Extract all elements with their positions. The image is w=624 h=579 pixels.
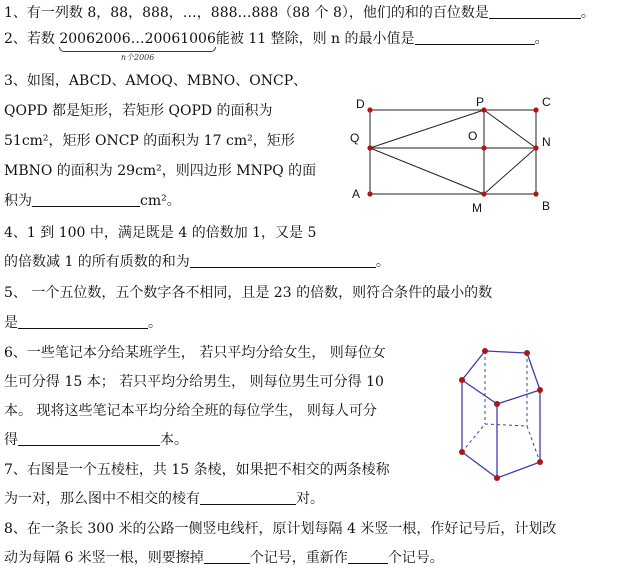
- line-pn: [484, 110, 536, 148]
- point-m: [481, 191, 486, 196]
- q5-answer-blank[interactable]: [18, 314, 148, 329]
- q1-end: 。: [580, 5, 595, 21]
- q3-text: 积为: [4, 193, 32, 209]
- q8-text-a: 动为每隔 6 米竖一根，则要擦掉: [4, 550, 204, 566]
- q1-answer-blank[interactable]: [489, 4, 581, 19]
- vertex-1: [482, 348, 488, 354]
- q6-line-1: 6、一些笔记本分给某班学生， 若只平均分给女生， 则每位女: [4, 345, 386, 361]
- line-nm: [484, 148, 536, 194]
- vertex-4: [494, 401, 500, 407]
- edge-top-5: [462, 351, 485, 380]
- line-qp: [370, 110, 484, 148]
- label-b: B: [542, 199, 551, 213]
- label-a: A: [352, 187, 361, 201]
- point-b: [533, 191, 538, 196]
- q1-text: 1、有一列数 8，88，888，…，888…888（88 个 8），他们的和的百位数是: [4, 5, 489, 21]
- q3-line-2: QOPD 都是矩形，若矩形 QOPD 的面积为: [4, 103, 273, 119]
- q8-answer-blank-2[interactable]: [348, 549, 388, 564]
- pentagonal-prism-figure: [448, 342, 568, 492]
- q7-line-1: 7、右图是一个五棱柱，共 15 条棱，如果把不相交的两条棱称: [4, 462, 390, 478]
- point-n: [533, 145, 538, 150]
- edge-top-2: [527, 353, 540, 390]
- point-q: [367, 145, 372, 150]
- point-o: [481, 145, 486, 150]
- q8-line-2: [4, 549, 444, 567]
- q7-answer-blank[interactable]: [200, 490, 296, 505]
- label-o: O: [468, 129, 478, 143]
- q3-unit: cm²。: [140, 193, 181, 209]
- vertex-3: [537, 387, 543, 393]
- label-p: P: [476, 95, 485, 109]
- vertex-5: [459, 377, 465, 383]
- line-mq: [370, 148, 484, 194]
- rectangle-figure: [340, 94, 600, 214]
- label-n: N: [542, 135, 551, 149]
- q5-line-2: [4, 314, 162, 332]
- q7-text: 为一对，那么图中不相交的棱有: [4, 491, 200, 507]
- q7-end: 对。: [296, 491, 324, 507]
- vertex-8: [537, 459, 543, 465]
- q6-line-3: 本。 现将这些笔记本平均分给全班的每位学生， 则每人可分: [4, 403, 377, 419]
- q6-end: 本。: [160, 432, 188, 448]
- edge-top-3: [497, 390, 540, 404]
- q3-line-5: [4, 192, 181, 210]
- q2-brace-label: n个2006: [120, 53, 155, 62]
- label-q: Q: [350, 131, 360, 145]
- q8-answer-blank-1[interactable]: [204, 549, 250, 564]
- edge-hidden-bottom-1: [462, 424, 485, 452]
- question-2: [4, 30, 549, 62]
- edge-bottom-2: [497, 462, 540, 478]
- q4-answer-blank[interactable]: [190, 253, 376, 268]
- edge-hidden-bottom-3: [527, 426, 540, 462]
- vertex-6: [459, 449, 465, 455]
- edge-top-1: [485, 351, 527, 353]
- q5-text: 是: [4, 315, 18, 331]
- q7-line-2: [4, 490, 324, 508]
- q8-text-b: 个记号，重新作: [249, 550, 348, 566]
- edge-bottom-1: [462, 452, 497, 478]
- point-d: [367, 107, 372, 112]
- q2-text-a: 2、若数: [4, 31, 60, 47]
- q8-line-1: 8、在一条长 300 米的公路一侧竖电线杆，原计划每隔 4 米竖一根，作好记号后，计划改: [4, 521, 557, 537]
- q2-number: [59, 30, 216, 62]
- q6-line-2: 生可分得 15 本； 若只平均分给男生， 则每位男生可分得 10: [4, 374, 384, 390]
- q3-line-4: MBNO 的面积为 29cm²，则四边形 MNPQ 的面: [4, 163, 317, 179]
- label-c: C: [542, 95, 551, 109]
- q2-text-b: 能被 11 整除，则 n 的最小值是: [215, 31, 415, 47]
- label-m: M: [472, 201, 482, 214]
- edge-top-4: [462, 380, 497, 404]
- q4-line-1: 4、1 到 100 中，满足既是 4 的倍数加 1，又是 5: [4, 225, 317, 241]
- vertex-7: [494, 475, 500, 481]
- q6-answer-blank[interactable]: [18, 431, 160, 446]
- q5-end: 。: [148, 315, 162, 331]
- q2-number-value: 20062006…20061006: [59, 31, 216, 47]
- q6-line-4: [4, 431, 188, 449]
- q2-end: 。: [534, 31, 549, 47]
- q3-answer-blank[interactable]: [32, 192, 140, 207]
- q4-text: 的倍数减 1 的所有质数的和为: [4, 254, 190, 270]
- label-d: D: [356, 97, 365, 111]
- point-c: [533, 107, 538, 112]
- q4-end: 。: [375, 254, 390, 270]
- q5-line-1: 5、 一个五位数，五个数字各不相同，且是 23 的倍数，则符合条件的最小的数: [4, 285, 493, 301]
- q3-line-3: 51cm²，矩形 ONCP 的面积为 17 cm²，矩形: [4, 133, 295, 149]
- point-a: [367, 191, 372, 196]
- edge-hidden-bottom-2: [485, 424, 527, 426]
- question-1: [4, 4, 595, 22]
- q8-end: 个记号。: [387, 550, 444, 566]
- q4-line-2: [4, 253, 390, 271]
- vertex-2: [524, 350, 530, 356]
- q3-line-1: 3、如图，ABCD、AMOQ、MBNO、ONCP、: [4, 73, 308, 89]
- q6-text: 得: [4, 432, 18, 448]
- q2-answer-blank[interactable]: [415, 30, 535, 45]
